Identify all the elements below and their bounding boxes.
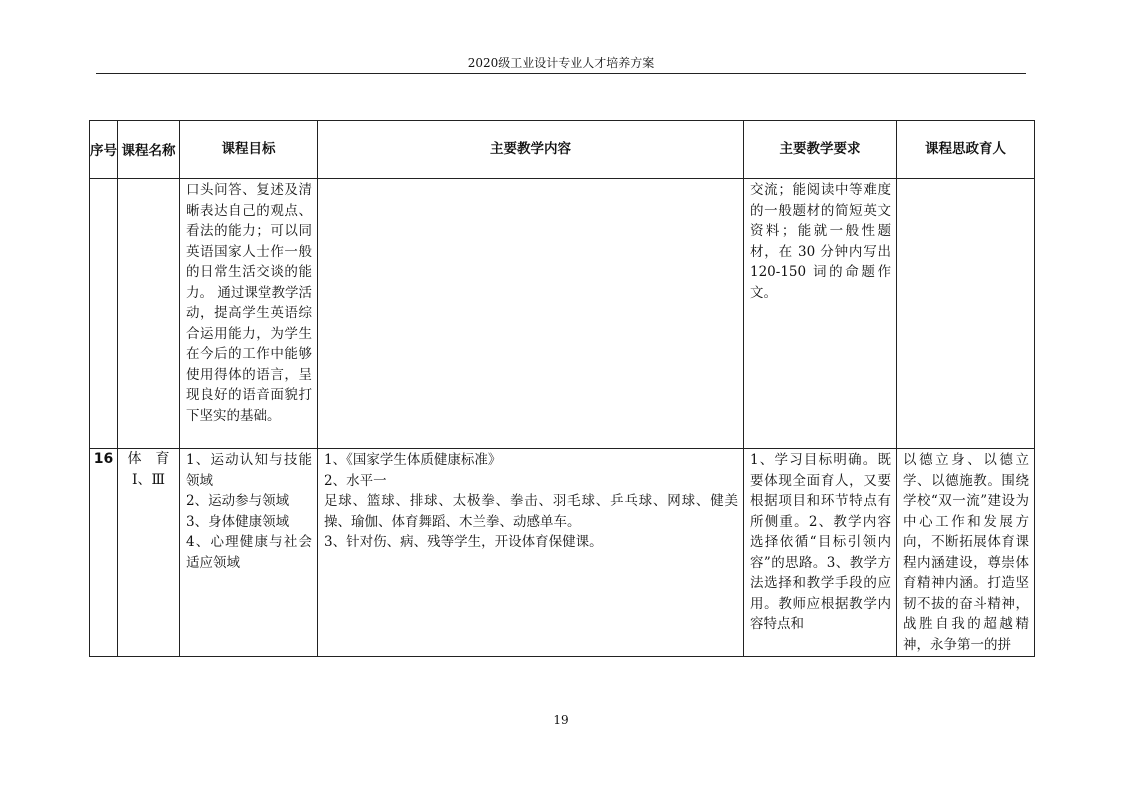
goal-item: 4、心理健康与社会适应领域 bbox=[186, 534, 312, 571]
row-teaching-content bbox=[318, 449, 744, 657]
column-header-course-name: 课程名称 bbox=[118, 121, 180, 179]
course-table bbox=[89, 120, 1035, 657]
column-header-teaching-requirements: 主要教学要求 bbox=[744, 121, 897, 179]
row-seq: 16 bbox=[90, 449, 118, 657]
row-course-goal: 口头问答、复述及清晰表达自己的观点、看法的能力；可以同英语国家人士作一般的日常生活交谈的能力。 通过课堂教学活动，提高学生英语综合运用能力，为学生在今后的工作中能够使用得体的语言，呈现良好的语音面貌打下坚实的基础。 bbox=[180, 179, 318, 449]
goal-item: 1、运动认知与技能领域 bbox=[186, 452, 312, 489]
table-header-row bbox=[90, 121, 1035, 179]
content-item: 2、水平一 bbox=[324, 472, 387, 489]
page-header-title: 2020级工业设计专业人才培养方案 bbox=[467, 56, 655, 70]
row-course-name bbox=[118, 179, 180, 449]
row-ideology: 以德立身、以德立学、以德施教。围绕学校“双一流”建设为中心工作和发展方向，不断拓展体育课程内涵建设，尊崇体育精神内涵。打造坚韧不拔的奋斗精神，战胜自我的超越精神，永争第一的拼 bbox=[897, 449, 1035, 657]
content-item: 足球、篮球、排球、太极拳、拳击、羽毛球、乒乓球、网球、健美操、瑜伽、体育舞蹈、木兰拳、动感单车。 bbox=[324, 493, 738, 530]
goal-item: 2、运动参与领域 bbox=[186, 493, 290, 509]
column-header-course-goal: 课程目标 bbox=[180, 121, 318, 179]
content-item: 3、针对伤、病、残等学生，开设体育保健课。 bbox=[324, 534, 603, 550]
row-teaching-content bbox=[318, 179, 744, 449]
row-ideology bbox=[897, 179, 1035, 449]
goal-item: 3、身体健康领域 bbox=[186, 513, 290, 530]
page-number: 19 bbox=[553, 713, 569, 727]
column-header-seq: 序号 bbox=[90, 121, 118, 179]
row-seq bbox=[90, 179, 118, 449]
header-divider bbox=[96, 73, 1026, 74]
column-header-ideology: 课程思政育人 bbox=[897, 121, 1035, 179]
row-course-name: 体 育Ⅰ、Ⅲ bbox=[118, 449, 180, 657]
row-teaching-requirements: 交流；能阅读中等难度的一般题材的简短英文资料；能就一般性题材，在 30 分钟内写出120-150 词的命题作文。 bbox=[744, 179, 897, 449]
column-header-teaching-content: 主要教学内容 bbox=[318, 121, 744, 179]
row-course-goal bbox=[180, 449, 318, 657]
content-item: 1、《国家学生体质健康标准》 bbox=[324, 452, 502, 468]
table-row bbox=[90, 449, 1035, 657]
row-teaching-requirements: 1、学习目标明确。既要体现全面育人，又要根据项目和环节特点有所侧重。2、教学内容选择依循“目标引领内容”的思路。3、教学方法选择和教学手段的应用。教师应根据教学内容特点和 bbox=[744, 449, 897, 657]
table-row bbox=[90, 179, 1035, 449]
